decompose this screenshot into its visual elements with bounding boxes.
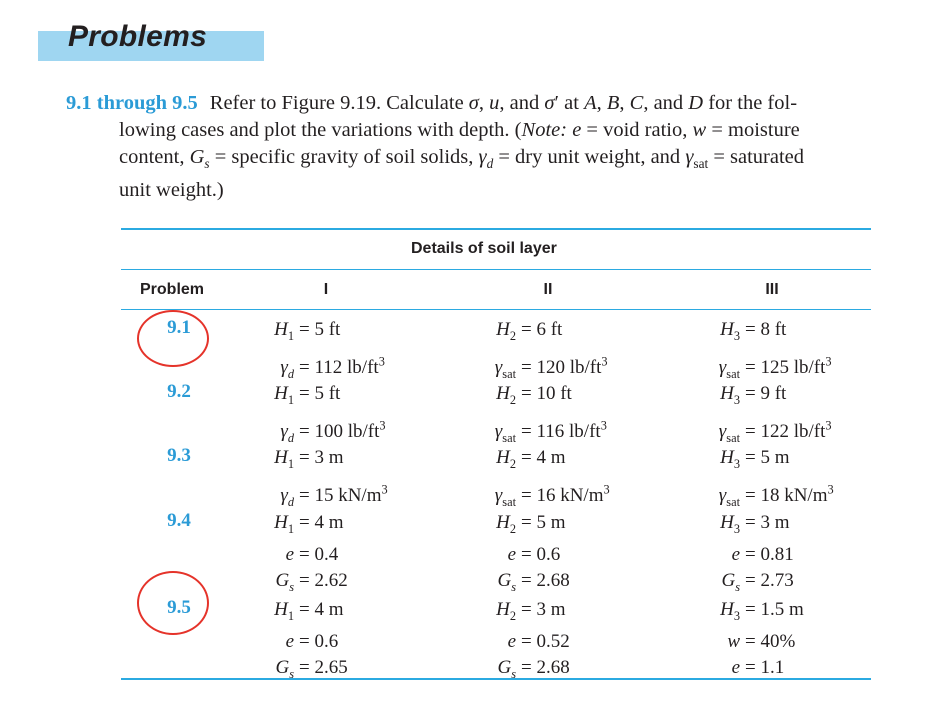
cell-line: $G_s = 2.73$ xyxy=(721,569,794,594)
layer-1-details xyxy=(258,445,388,515)
circle-annotation-9-5 xyxy=(137,571,209,635)
circle-annotation-9-1 xyxy=(137,310,209,367)
layer-3-details xyxy=(704,445,834,515)
cell-line: $H_3 = 5$ m xyxy=(720,447,790,471)
layer-1-details xyxy=(258,597,348,687)
cell-line: $H_3 = 1.5$ m xyxy=(720,599,804,623)
cell-line: e = 1.1 xyxy=(731,656,785,678)
cell-line: $\gamma_{sat} = 120$ $lb/ft^3$ xyxy=(494,354,608,381)
cell-line: $\gamma_{sat} = 122$ $lb/ft^3$ xyxy=(718,418,832,445)
cell-line: $\gamma_d = 100$ $lb/ft^3$ xyxy=(280,418,386,445)
cell-line: $H_2 = 10$ ft xyxy=(496,383,572,407)
layer-3-details xyxy=(704,317,832,387)
problem-statement xyxy=(66,90,910,204)
table-header-rule xyxy=(121,309,871,310)
layer-1-details xyxy=(258,510,348,600)
column-header-layer-2: II xyxy=(543,281,553,298)
cell-line: $\gamma_{sat} = 116$ $lb/ft^3$ xyxy=(494,418,607,445)
statement-line-3: content, $G_s$ = specific gravity of soil solids, $\gamma_d$ = dry unit weight, and $\gamma_{sat}$ = saturated xyxy=(119,146,804,172)
cell-line: $\gamma_{sat} = 125$ $lb/ft^3$ xyxy=(718,354,832,381)
table-top-rule xyxy=(121,228,871,230)
cell-line: $H_2 = 4$ m xyxy=(496,447,566,471)
cell-line: $G_s = 2.68$ xyxy=(497,569,570,594)
cell-line: $H_1 = 5$ ft xyxy=(274,383,341,407)
layer-2-details xyxy=(480,317,608,387)
cell-line: $\gamma_d = 15$ $kN/m^3$ xyxy=(280,482,388,509)
problem-number: 9.2 xyxy=(167,381,191,402)
cell-line: e = 0.6 xyxy=(285,631,339,653)
layer-2-details xyxy=(480,597,570,687)
cell-line: w = 40% xyxy=(727,631,796,653)
layer-3-details xyxy=(704,381,832,451)
cell-line: $\gamma_{sat} = 18$ $kN/m^3$ xyxy=(718,482,834,509)
statement-line-4: unit weight.) xyxy=(119,179,224,202)
page-title: Problems xyxy=(68,20,208,53)
cell-line: $G_s = 2.62$ xyxy=(275,569,348,594)
cell-line: e = 0.4 xyxy=(285,544,339,566)
cell-line: $H_1 = 4$ m xyxy=(274,512,344,536)
cell-line: $\gamma_d = 112$ $lb/ft^3$ xyxy=(280,354,385,381)
cell-line: $H_1 = 5$ ft xyxy=(274,319,341,343)
cell-line: $H_3 = 3$ m xyxy=(720,512,790,536)
statement-line-1: 9.1 through 9.5 Refer to Figure 9.19. Calculate σ, u, and σ′ at A, B, C, and D for the fol- xyxy=(66,92,798,114)
cell-line: $H_3 = 8$ ft xyxy=(720,319,787,343)
cell-line: $H_3 = 9$ ft xyxy=(720,383,787,407)
cell-line: $G_s = 2.68$ xyxy=(497,656,570,681)
table-group-header: Details of soil layer xyxy=(411,240,557,257)
cell-line: $G_s = 2.65$ xyxy=(275,656,348,681)
problem-number: 9.5 xyxy=(167,597,191,618)
cell-line: e = 0.52 xyxy=(507,631,570,653)
layer-3-details xyxy=(704,510,794,600)
problem-number: 9.3 xyxy=(167,445,191,466)
column-header-layer-1: I xyxy=(323,281,329,298)
cell-line: $H_2 = 6$ ft xyxy=(496,319,563,343)
layer-1-details xyxy=(258,381,386,451)
problem-number-range: 9.1 through 9.5 xyxy=(66,92,198,114)
cell-line: $H_2 = 5$ m xyxy=(496,512,566,536)
layer-2-details xyxy=(480,381,607,451)
problem-number: 9.4 xyxy=(167,510,191,531)
cell-line: $H_1 = 3$ m xyxy=(274,447,344,471)
column-header-layer-3: III xyxy=(765,281,779,298)
table-group-rule xyxy=(121,269,871,270)
column-header-problem: Problem xyxy=(140,281,205,298)
problem-number: 9.1 xyxy=(167,317,191,338)
cell-line: e = 0.6 xyxy=(507,544,561,566)
layer-1-details xyxy=(258,317,385,387)
layer-3-details xyxy=(704,597,804,680)
layer-2-details xyxy=(480,510,570,600)
layer-2-details xyxy=(480,445,610,515)
cell-line: e = 0.81 xyxy=(731,544,794,566)
cell-line: $H_2 = 3$ m xyxy=(496,599,566,623)
statement-line-2: lowing cases and plot the variations with depth. (Note: e = void ratio, w = moisture xyxy=(119,119,800,141)
cell-line: $H_1 = 4$ m xyxy=(274,599,344,623)
cell-line: $\gamma_{sat} = 16$ $kN/m^3$ xyxy=(494,482,610,509)
